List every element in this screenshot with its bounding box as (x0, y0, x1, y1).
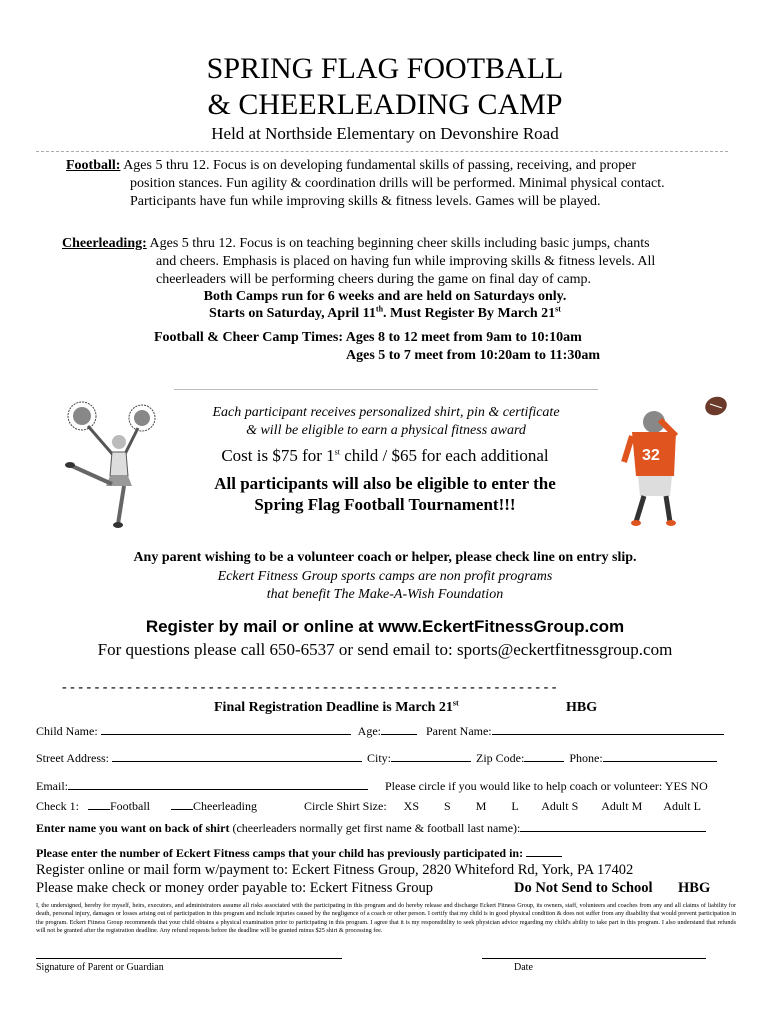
phone-field[interactable] (603, 750, 717, 762)
both-camps: Both Camps run for 6 weeks and are held on Saturdays only. (203, 289, 567, 304)
title-line-1: SPRING FLAG FOOTBALL (206, 52, 564, 85)
form-row-check: Check 1: Football Cheerleading Circle Shirt Size: XS S M L Adult S Adult M Adult L (36, 799, 701, 813)
volunteer-line: Any parent wishing to be a volunteer coach or helper, please check line on entry slip. (133, 550, 637, 565)
camp-times-1: Football & Cheer Camp Times: Ages 8 to 12 meet from 9am to 10:10am (154, 330, 582, 345)
size-adult-l[interactable]: Adult L (663, 799, 701, 813)
football-line-3: Participants have fun while improving skills & fitness levels. Games will be played. (130, 194, 601, 209)
football-player-illustration (618, 392, 740, 532)
date-label: Date (514, 962, 533, 973)
form-row-shirt-name: Enter name you want on back of shirt (cheerleaders normally get first name & football last name): (36, 820, 706, 835)
football-checkbox[interactable] (88, 798, 110, 810)
zip-field[interactable] (524, 750, 564, 762)
size-l[interactable]: L (511, 799, 519, 813)
schedule-divider (174, 389, 598, 390)
mail-line-1: Register online or mail form w/payment to: Eckert Fitness Group, 2820 Whiteford Rd, York, PA 17402 (36, 862, 634, 878)
tournament: All participants will also be eligible to enter the Spring Flag Football Tournament!!! (214, 474, 556, 514)
street-field[interactable] (112, 750, 362, 762)
shirt-name-field[interactable] (520, 820, 706, 832)
form-row-prev-camps: Please enter the number of Eckert Fitness camps that your child has previously participated in: (36, 845, 562, 860)
questions-line: For questions please call 650-6537 or send email to: sports@eckertfitnessgroup.com (97, 640, 673, 659)
email-field[interactable] (68, 778, 368, 790)
subtitle: Held at Northside Elementary on Devonshire Road (211, 124, 559, 143)
football-label: Football: (66, 158, 121, 173)
cost-line: Cost is $75 for 1st child / $65 for each additional (221, 446, 549, 465)
mail-line-2: Please make check or money order payable to: Eckert Fitness Group (36, 880, 434, 896)
football-line-2: position stances. Fun agility & coordination drills will be performed. Minimal physical contact. (130, 176, 665, 191)
football-line-1: Ages 5 thru 12. Focus is on developing fundamental skills of passing, receiving, and proper (123, 158, 637, 173)
jersey-number: 32 (642, 447, 660, 464)
parent-name-field[interactable] (492, 723, 724, 735)
size-m[interactable]: M (475, 799, 487, 813)
register-headline: Register by mail or online at www.EckertFitnessGroup.com (145, 617, 625, 636)
child-name-field[interactable] (101, 723, 351, 735)
deadline: Final Registration Deadline is March 21st (214, 698, 459, 715)
form-row-email: Email: Please circle if you would like to help coach or volunteer: YES NO (36, 779, 708, 793)
cheer-label: Cheerleading: (62, 236, 147, 251)
nonprofit-note: Eckert Fitness Group sports camps are non profit programs that benefit The Make-A-Wish Foundation (217, 569, 553, 602)
cheer-section (62, 235, 752, 289)
help-prompt[interactable]: Please circle if you would like to help coach or volunteer: YES NO (385, 779, 708, 793)
size-adult-m[interactable]: Adult M (601, 799, 643, 813)
prev-camps-field[interactable] (526, 845, 562, 857)
size-s[interactable]: S (444, 799, 451, 813)
form-row-address: Street Address: City: Zip Code: Phone: (36, 750, 717, 765)
cheer-checkbox[interactable] (171, 798, 193, 810)
do-not-send: Do Not Send to School (514, 880, 653, 896)
signature-line[interactable] (36, 958, 342, 959)
size-adult-s[interactable]: Adult S (541, 799, 579, 813)
age-field[interactable] (381, 723, 417, 735)
form-row-child: Child Name: Age: Parent Name: (36, 723, 724, 738)
date-line[interactable] (482, 958, 706, 959)
cheer-line-2: and cheers. Emphasis is placed on having fun while improving skills & fitness levels. All (156, 254, 656, 269)
camp-times-2: Ages 5 to 7 meet from 10:20am to 11:30am (346, 348, 601, 363)
liability-waiver: I, the undersigned, hereby for myself, heirs, executors, and administrators assume all risks associated with the participating in this program and do hereby release and discharge Eckert Fitness Group, its owners, staff, volunteers and coaches from any and all claims of liability for death, personal injury, damages or losses arising out of participation in this program and include injuries caused by the negligence of a coach or other person. I certify that my child is in good physical condition & does not suffer from any disability that would prevent participation in the program. Eckert Fitness Group recommends that your child obtains a physical examination prior to participating in this program. I agree that it is my responsibility to seek physician advice regarding my child's ability to take part in this program. I also understand that refunds will not be granted after the registration deadline. Any refund requests before the deadline will be granted minus $25 shirt & processing fee. (36, 902, 736, 935)
hbg-label-2: HBG (678, 880, 711, 896)
start-date: Starts on Saturday, April 11th. Must Register By March 21st (209, 304, 561, 321)
hbg-label: HBG (566, 700, 598, 715)
football-section (66, 157, 746, 211)
shirt-promo: Each participant receives personalized shirt, pin & certificate & will be eligible to earn a physical fitness award (212, 405, 560, 438)
title-line-2: & CHEERLEADING CAMP (207, 88, 563, 121)
size-xs[interactable]: XS (403, 799, 419, 813)
signature-label: Signature of Parent or Guardian (36, 962, 164, 973)
cheer-line-1: Ages 5 thru 12. Focus is on teaching beginning cheer skills including basic jumps, chants (149, 236, 650, 251)
tear-line: - - - - - - - - - - - - - - - - - - - - - - - - - - - - - - - - - - - - - - - - - - - - - - - - - - - - - - - - - - - - - (62, 680, 557, 695)
header-divider (36, 151, 728, 152)
city-field[interactable] (391, 750, 471, 762)
cheer-line-3: cheerleaders will be performing cheers during the game on final day of camp. (156, 272, 591, 287)
